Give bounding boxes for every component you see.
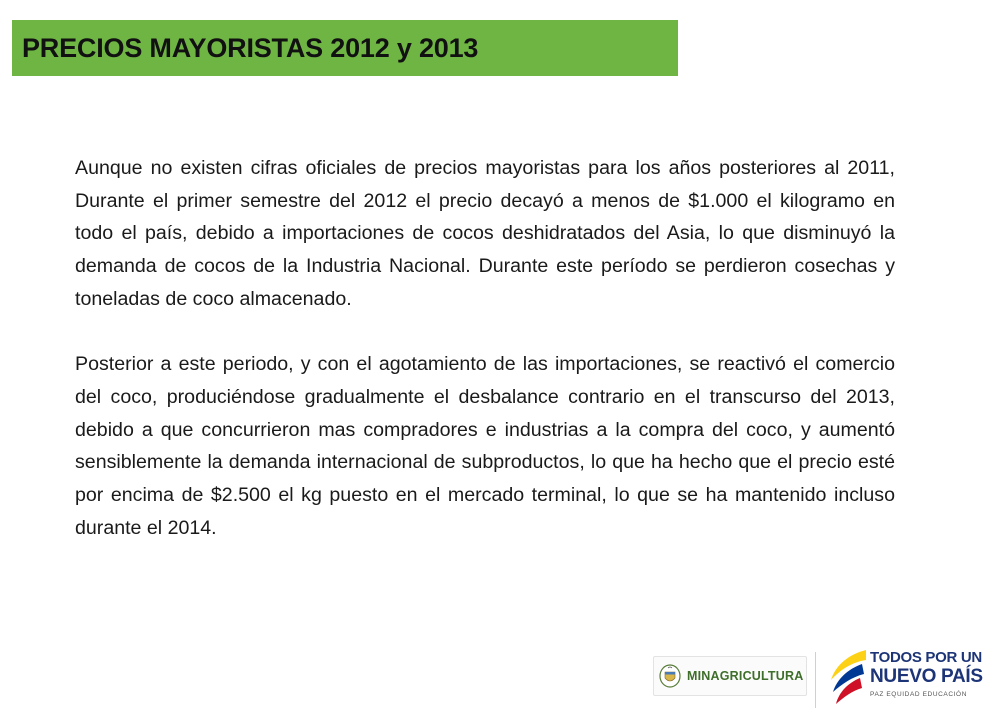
slogan-line-1: TODOS POR UN <box>870 649 982 666</box>
ministry-label: MINAGRICULTURA <box>687 669 804 683</box>
footer-logos <box>640 642 983 720</box>
slide-body <box>75 152 895 544</box>
slogan-line-2: NUEVO PAÍS <box>870 666 983 687</box>
ministry-logo <box>653 656 807 696</box>
paragraph-2: Posterior a este periodo, y con el agotamiento de las importaciones, se reactivó el comercio del coco, produciéndose gradualmente el desbalance contrario en el transcurso del 2013, debido a que concurrieron mas compradores e industrias a la compra del coco, y aumentó sensiblemente la demanda internacional de subproductos, lo que ha hecho que el precio esté por encima de $2.500 el kg puesto en el mercado terminal, lo que se ha mantenido incluso durante el 2014. <box>75 353 895 539</box>
coat-of-arms-icon <box>659 664 681 688</box>
footer-divider <box>815 652 816 708</box>
paragraph-1: Aunque no existen cifras oficiales de precios mayoristas para los años posteriores al 2011, Durante el primer semestre del 2012 el precio decayó a menos de $1.000 el kilogramo en todo el país, debido a importaciones de cocos deshidratados del Asia, lo que disminuyó la demanda de cocos de la Industria Nacional. Durante este período se perdieron cosechas y toneladas de coco almacenado. <box>75 157 895 310</box>
title-bar <box>12 20 678 76</box>
colombia-flag-swoosh-icon <box>822 646 870 716</box>
slogan-block <box>870 649 983 698</box>
slogan-line-3: PAZ EQUIDAD EDUCACIÓN <box>870 691 967 698</box>
page-title: PRECIOS MAYORISTAS 2012 y 2013 <box>22 32 479 63</box>
